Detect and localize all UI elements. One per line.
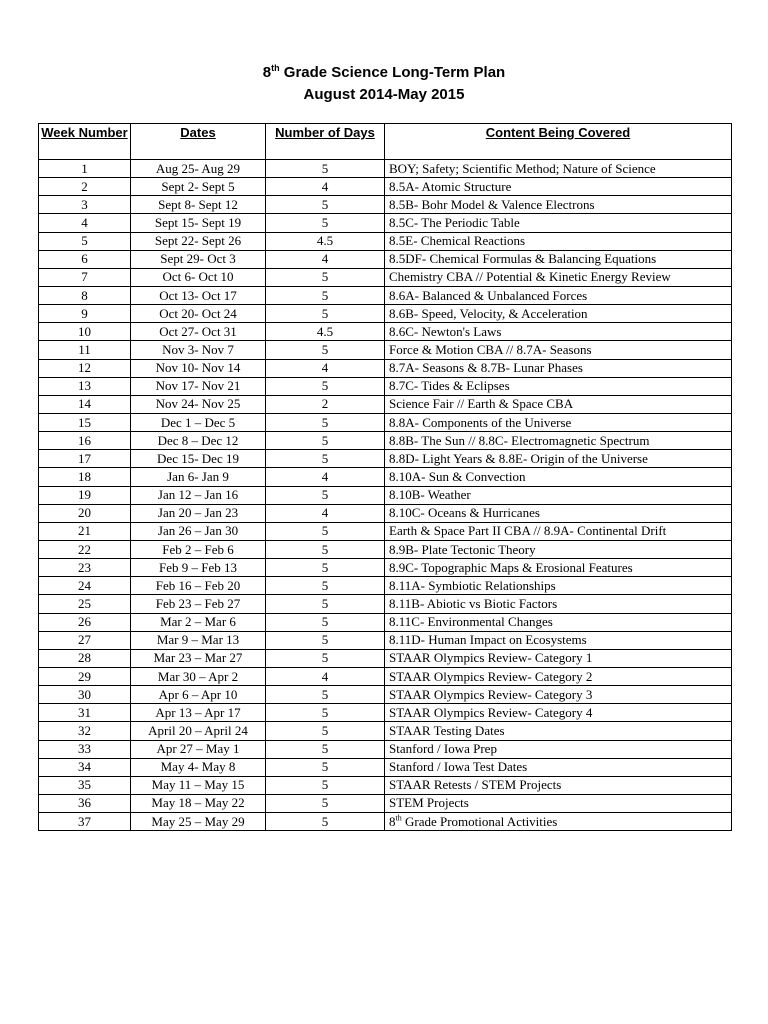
content-cell: 8.5C- The Periodic Table xyxy=(385,214,732,232)
table-row xyxy=(39,395,732,413)
table-row xyxy=(39,160,732,178)
table-row xyxy=(39,250,732,268)
content-cell: 8.8D- Light Years & 8.8E- Origin of the Universe xyxy=(385,450,732,468)
table-row xyxy=(39,686,732,704)
week-number-cell: 6 xyxy=(39,250,131,268)
dates-cell: Jan 20 – Jan 23 xyxy=(131,504,266,522)
dates-cell: Mar 9 – Mar 13 xyxy=(131,631,266,649)
content-cell: 8.5E- Chemical Reactions xyxy=(385,232,732,250)
number-of-days-cell: 5 xyxy=(266,631,385,649)
week-number-cell: 30 xyxy=(39,686,131,704)
number-of-days-cell: 5 xyxy=(266,613,385,631)
number-of-days-cell: 5 xyxy=(266,595,385,613)
content-text: Grade Promotional Activities xyxy=(401,813,558,829)
dates-cell: Nov 10- Nov 14 xyxy=(131,359,266,377)
number-of-days-cell: 5 xyxy=(266,196,385,214)
week-number-cell: 7 xyxy=(39,268,131,286)
week-number-cell: 3 xyxy=(39,196,131,214)
content-cell: STAAR Testing Dates xyxy=(385,722,732,740)
table-row xyxy=(39,667,732,685)
content-cell: 8.7A- Seasons & 8.7B- Lunar Phases xyxy=(385,359,732,377)
week-number-cell: 21 xyxy=(39,522,131,540)
content-cell: STEM Projects xyxy=(385,794,732,812)
number-of-days-cell: 5 xyxy=(266,776,385,794)
content-cell: 8.11D- Human Impact on Ecosystems xyxy=(385,631,732,649)
dates-cell: Oct 13- Oct 17 xyxy=(131,286,266,304)
week-number-cell: 19 xyxy=(39,486,131,504)
dates-cell: Nov 3- Nov 7 xyxy=(131,341,266,359)
number-of-days-cell: 4.5 xyxy=(266,232,385,250)
week-number-cell: 14 xyxy=(39,395,131,413)
table-row xyxy=(39,595,732,613)
header-dates-label: Dates xyxy=(180,125,216,140)
dates-cell: Mar 23 – Mar 27 xyxy=(131,649,266,667)
number-of-days-cell: 5 xyxy=(266,794,385,812)
week-number-cell: 10 xyxy=(39,323,131,341)
dates-cell: Aug 25- Aug 29 xyxy=(131,160,266,178)
table-header-row xyxy=(39,124,732,160)
number-of-days-cell: 5 xyxy=(266,704,385,722)
dates-cell: Apr 6 – Apr 10 xyxy=(131,686,266,704)
table-row xyxy=(39,359,732,377)
week-number-cell: 11 xyxy=(39,341,131,359)
header-number-of-days xyxy=(266,124,385,160)
week-number-cell: 23 xyxy=(39,559,131,577)
dates-cell: Nov 24- Nov 25 xyxy=(131,395,266,413)
week-number-cell: 5 xyxy=(39,232,131,250)
content-cell: 8.5B- Bohr Model & Valence Electrons xyxy=(385,196,732,214)
content-cell xyxy=(385,813,732,831)
dates-cell: Mar 2 – Mar 6 xyxy=(131,613,266,631)
table-row xyxy=(39,722,732,740)
week-number-cell: 8 xyxy=(39,286,131,304)
number-of-days-cell: 5 xyxy=(266,214,385,232)
week-number-cell: 13 xyxy=(39,377,131,395)
number-of-days-cell: 4 xyxy=(266,667,385,685)
content-cell: 8.11B- Abiotic vs Biotic Factors xyxy=(385,595,732,613)
content-cell: Force & Motion CBA // 8.7A- Seasons xyxy=(385,341,732,359)
table-row xyxy=(39,631,732,649)
content-cell: 8.11A- Symbiotic Relationships xyxy=(385,577,732,595)
table-row xyxy=(39,522,732,540)
content-cell: Stanford / Iowa Prep xyxy=(385,740,732,758)
content-cell: Chemistry CBA // Potential & Kinetic Energy Review xyxy=(385,268,732,286)
content-cell: Stanford / Iowa Test Dates xyxy=(385,758,732,776)
dates-cell: Sept 22- Sept 26 xyxy=(131,232,266,250)
dates-cell: May 4- May 8 xyxy=(131,758,266,776)
table-row xyxy=(39,432,732,450)
table-row xyxy=(39,776,732,794)
table-row xyxy=(39,740,732,758)
table-row xyxy=(39,559,732,577)
header-week-number-label: Week Number xyxy=(41,125,128,140)
number-of-days-cell: 5 xyxy=(266,341,385,359)
table-row xyxy=(39,341,732,359)
content-cell: STAAR Olympics Review- Category 3 xyxy=(385,686,732,704)
content-cell: 8.7C- Tides & Eclipses xyxy=(385,377,732,395)
dates-cell: April 20 – April 24 xyxy=(131,722,266,740)
week-number-cell: 31 xyxy=(39,704,131,722)
week-number-cell: 24 xyxy=(39,577,131,595)
table-row xyxy=(39,377,732,395)
week-number-cell: 9 xyxy=(39,305,131,323)
long-term-plan-table xyxy=(38,123,732,831)
table-row xyxy=(39,286,732,304)
number-of-days-cell: 5 xyxy=(266,722,385,740)
header-dates xyxy=(131,124,266,160)
table-row xyxy=(39,540,732,558)
week-number-cell: 4 xyxy=(39,214,131,232)
content-cell: 8.8B- The Sun // 8.8C- Electromagnetic Spectrum xyxy=(385,432,732,450)
content-cell: 8.10B- Weather xyxy=(385,486,732,504)
number-of-days-cell: 5 xyxy=(266,649,385,667)
number-of-days-cell: 5 xyxy=(266,450,385,468)
table-row xyxy=(39,468,732,486)
dates-cell: Nov 17- Nov 21 xyxy=(131,377,266,395)
number-of-days-cell: 4 xyxy=(266,359,385,377)
title-line-1 xyxy=(0,62,768,84)
table-row xyxy=(39,613,732,631)
header-content xyxy=(385,124,732,160)
table-row xyxy=(39,413,732,431)
week-number-cell: 28 xyxy=(39,649,131,667)
table-row xyxy=(39,268,732,286)
dates-cell: Feb 16 – Feb 20 xyxy=(131,577,266,595)
table-row xyxy=(39,577,732,595)
table-row xyxy=(39,178,732,196)
dates-cell: Dec 1 – Dec 5 xyxy=(131,413,266,431)
week-number-cell: 33 xyxy=(39,740,131,758)
content-cell: 8.11C- Environmental Changes xyxy=(385,613,732,631)
dates-cell: Oct 20- Oct 24 xyxy=(131,305,266,323)
content-cell: Earth & Space Part II CBA // 8.9A- Continental Drift xyxy=(385,522,732,540)
number-of-days-cell: 5 xyxy=(266,813,385,831)
number-of-days-cell: 4 xyxy=(266,178,385,196)
number-of-days-cell: 5 xyxy=(266,160,385,178)
week-number-cell: 29 xyxy=(39,667,131,685)
week-number-cell: 20 xyxy=(39,504,131,522)
dates-cell: Oct 27- Oct 31 xyxy=(131,323,266,341)
dates-cell: May 25 – May 29 xyxy=(131,813,266,831)
number-of-days-cell: 4 xyxy=(266,468,385,486)
content-cell: 8.10C- Oceans & Hurricanes xyxy=(385,504,732,522)
header-days-label: Number of Days xyxy=(275,125,375,140)
content-cell: Science Fair // Earth & Space CBA xyxy=(385,395,732,413)
table-row xyxy=(39,794,732,812)
number-of-days-cell: 4 xyxy=(266,250,385,268)
content-cell: 8.10A- Sun & Convection xyxy=(385,468,732,486)
content-cell: STAAR Olympics Review- Category 2 xyxy=(385,667,732,685)
dates-cell: May 18 – May 22 xyxy=(131,794,266,812)
number-of-days-cell: 5 xyxy=(266,559,385,577)
table-row xyxy=(39,323,732,341)
table-row xyxy=(39,232,732,250)
number-of-days-cell: 5 xyxy=(266,686,385,704)
content-suffix: th xyxy=(395,813,402,823)
dates-cell: Dec 8 – Dec 12 xyxy=(131,432,266,450)
week-number-cell: 1 xyxy=(39,160,131,178)
table-row xyxy=(39,214,732,232)
number-of-days-cell: 5 xyxy=(266,540,385,558)
title-grade-number: 8 xyxy=(262,64,272,81)
number-of-days-cell: 5 xyxy=(266,432,385,450)
dates-cell: Mar 30 – Apr 2 xyxy=(131,667,266,685)
week-number-cell: 37 xyxy=(39,813,131,831)
number-of-days-cell: 4 xyxy=(266,504,385,522)
number-of-days-cell: 5 xyxy=(266,486,385,504)
dates-cell: Feb 2 – Feb 6 xyxy=(131,540,266,558)
number-of-days-cell: 5 xyxy=(266,413,385,431)
header-content-label: Content Being Covered xyxy=(485,125,631,140)
document-title xyxy=(0,62,768,106)
number-of-days-cell: 5 xyxy=(266,286,385,304)
table-row xyxy=(39,486,732,504)
dates-cell: Apr 27 – May 1 xyxy=(131,740,266,758)
table-row xyxy=(39,450,732,468)
number-of-days-cell: 5 xyxy=(266,305,385,323)
content-cell: 8.6A- Balanced & Unbalanced Forces xyxy=(385,286,732,304)
dates-cell: Sept 15- Sept 19 xyxy=(131,214,266,232)
dates-cell: Apr 13 – Apr 17 xyxy=(131,704,266,722)
content-cell: 8.6B- Speed, Velocity, & Acceleration xyxy=(385,305,732,323)
table-row xyxy=(39,305,732,323)
dates-cell: Jan 12 – Jan 16 xyxy=(131,486,266,504)
week-number-cell: 27 xyxy=(39,631,131,649)
number-of-days-cell: 5 xyxy=(266,377,385,395)
table-body xyxy=(39,160,732,831)
table-row xyxy=(39,758,732,776)
content-cell: 8.8A- Components of the Universe xyxy=(385,413,732,431)
header-week-number xyxy=(39,124,131,160)
title-line-1-text: Grade Science Long-Term Plan xyxy=(279,64,506,81)
week-number-cell: 35 xyxy=(39,776,131,794)
dates-cell: Jan 6- Jan 9 xyxy=(131,468,266,486)
title-line-2: August 2014-May 2015 xyxy=(303,86,465,103)
table-row xyxy=(39,196,732,214)
week-number-cell: 2 xyxy=(39,178,131,196)
week-number-cell: 32 xyxy=(39,722,131,740)
title-grade-suffix: th xyxy=(271,63,280,73)
table-row xyxy=(39,813,732,831)
week-number-cell: 17 xyxy=(39,450,131,468)
content-cell: STAAR Olympics Review- Category 4 xyxy=(385,704,732,722)
week-number-cell: 22 xyxy=(39,540,131,558)
week-number-cell: 36 xyxy=(39,794,131,812)
content-cell: 8.9C- Topographic Maps & Erosional Features xyxy=(385,559,732,577)
dates-cell: Feb 23 – Feb 27 xyxy=(131,595,266,613)
dates-cell: Sept 2- Sept 5 xyxy=(131,178,266,196)
week-number-cell: 12 xyxy=(39,359,131,377)
number-of-days-cell: 2 xyxy=(266,395,385,413)
number-of-days-cell: 5 xyxy=(266,268,385,286)
number-of-days-cell: 5 xyxy=(266,522,385,540)
content-cell: 8.5DF- Chemical Formulas & Balancing Equations xyxy=(385,250,732,268)
table-row xyxy=(39,704,732,722)
content-cell: 8.5A- Atomic Structure xyxy=(385,178,732,196)
content-cell: BOY; Safety; Scientific Method; Nature of Science xyxy=(385,160,732,178)
week-number-cell: 16 xyxy=(39,432,131,450)
content-cell: 8.9B- Plate Tectonic Theory xyxy=(385,540,732,558)
number-of-days-cell: 5 xyxy=(266,740,385,758)
dates-cell: May 11 – May 15 xyxy=(131,776,266,794)
number-of-days-cell: 5 xyxy=(266,758,385,776)
week-number-cell: 26 xyxy=(39,613,131,631)
table-row xyxy=(39,649,732,667)
content-number: 8 xyxy=(389,813,396,829)
number-of-days-cell: 4.5 xyxy=(266,323,385,341)
dates-cell: Jan 26 – Jan 30 xyxy=(131,522,266,540)
dates-cell: Dec 15- Dec 19 xyxy=(131,450,266,468)
dates-cell: Sept 29- Oct 3 xyxy=(131,250,266,268)
content-cell: STAAR Olympics Review- Category 1 xyxy=(385,649,732,667)
dates-cell: Feb 9 – Feb 13 xyxy=(131,559,266,577)
content-cell: STAAR Retests / STEM Projects xyxy=(385,776,732,794)
week-number-cell: 15 xyxy=(39,413,131,431)
week-number-cell: 18 xyxy=(39,468,131,486)
dates-cell: Sept 8- Sept 12 xyxy=(131,196,266,214)
dates-cell: Oct 6- Oct 10 xyxy=(131,268,266,286)
content-cell: 8.6C- Newton's Laws xyxy=(385,323,732,341)
week-number-cell: 25 xyxy=(39,595,131,613)
week-number-cell: 34 xyxy=(39,758,131,776)
number-of-days-cell: 5 xyxy=(266,577,385,595)
table-row xyxy=(39,504,732,522)
